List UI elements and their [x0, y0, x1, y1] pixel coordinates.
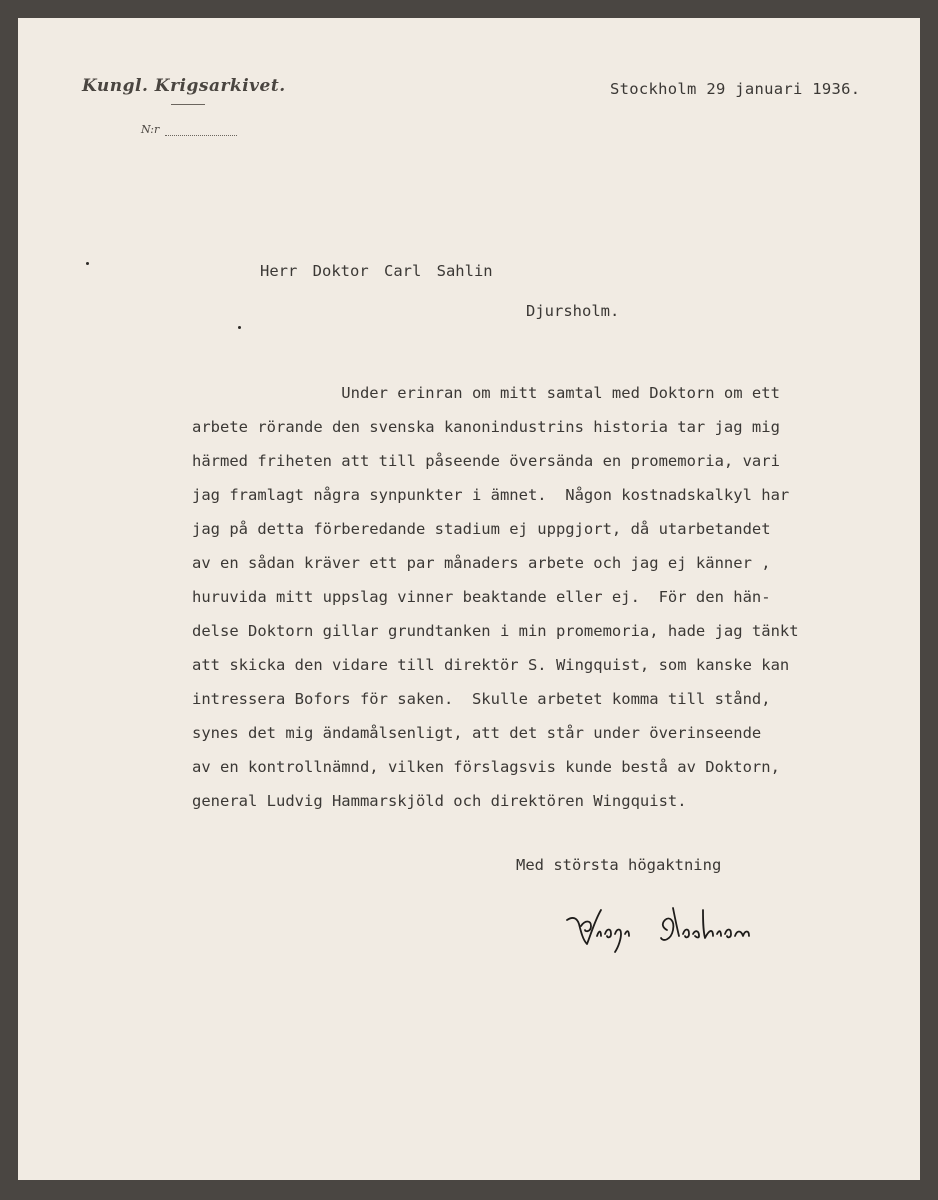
- closing-salutation: Med största högaktning: [516, 856, 722, 874]
- body-line: huruvida mitt uppslag vinner beaktande eller ej. För den hän-: [192, 588, 771, 606]
- letterhead-institution: Kungl. Krigsarkivet.: [82, 76, 286, 96]
- letter-body: [192, 384, 892, 826]
- letter-page: [18, 18, 920, 1180]
- reference-number-label: N:r: [141, 123, 160, 136]
- body-line: intressera Bofors för saken. Skulle arbetet komma till stånd,: [192, 690, 771, 708]
- handwritten-signature: [563, 890, 763, 960]
- body-line: jag framlagt några synpunkter i ämnet. Någon kostnadskalkyl har: [192, 486, 790, 504]
- signature-icon: [563, 890, 763, 960]
- body-line: arbete rörande den svenska kanonindustrins historia tar jag mig: [192, 418, 780, 436]
- body-line: jag på detta förberedande stadium ej uppgjort, då utarbetandet: [192, 520, 771, 538]
- recipient-city: Djursholm.: [526, 302, 620, 320]
- paper-speck: [86, 262, 89, 265]
- place-and-date: Stockholm 29 januari 1936.: [610, 80, 861, 98]
- body-line: general Ludvig Hammarskjöld och direktören Wingquist.: [192, 792, 687, 810]
- body-line: att skicka den vidare till direktör S. Wingquist, som kanske kan: [192, 656, 790, 674]
- body-line: delse Doktorn gillar grundtanken i min promemoria, hade jag tänkt: [192, 622, 799, 640]
- letterhead-rule: [171, 104, 205, 105]
- body-line: Under erinran om mitt samtal med Doktorn om ett: [192, 384, 780, 402]
- body-line: härmed friheten att till påseende översända en promemoria, vari: [192, 452, 780, 470]
- body-line: synes det mig ändamålsenligt, att det står under överinseende: [192, 724, 762, 742]
- reference-number-blank: [165, 135, 237, 136]
- body-line: av en sådan kräver ett par månaders arbete och jag ej känner ,: [192, 554, 771, 572]
- paper-speck: [238, 326, 241, 329]
- recipient-name: Herr Doktor Carl Sahlin: [260, 262, 493, 280]
- body-line: av en kontrollnämnd, vilken förslagsvis kunde bestå av Doktorn,: [192, 758, 780, 776]
